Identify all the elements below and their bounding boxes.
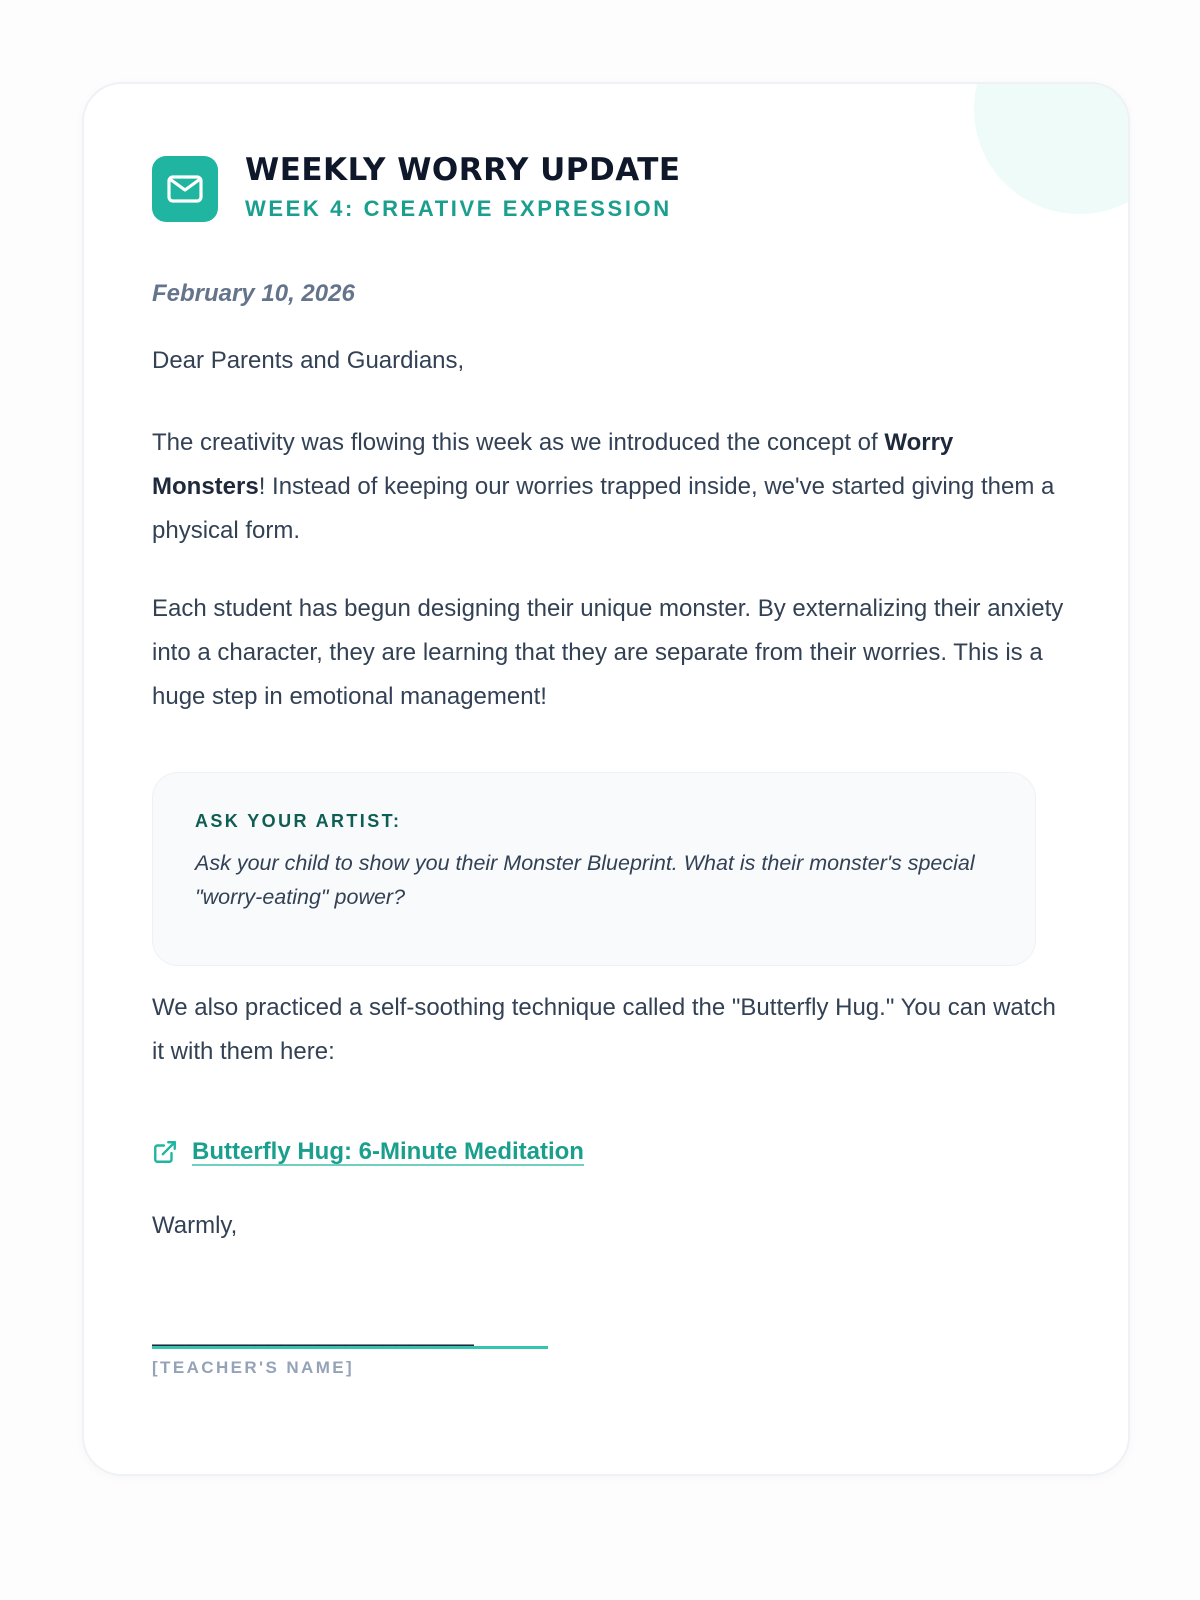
newsletter-card	[82, 82, 1130, 1476]
page-title: WEEKLY WORRY UPDATE	[245, 152, 681, 188]
ask-your-artist-callout	[152, 772, 1036, 966]
butterfly-hug-link-label[interactable]: Butterfly Hug: 6-Minute Meditation	[192, 1138, 584, 1165]
paragraph-designing-monsters: Each student has begun designing their unique monster. By externalizing their anxiety into a character, they are learning that they are separate from their worries. This is a huge step in emotional management!	[152, 595, 1064, 710]
page-subtitle: WEEK 4: CREATIVE EXPRESSION	[245, 196, 672, 221]
letter-date: February 10, 2026	[152, 280, 355, 307]
greeting: Dear Parents and Guardians,	[152, 347, 465, 374]
callout-label: ASK YOUR ARTIST:	[195, 811, 402, 831]
newsletter-header	[152, 152, 1052, 226]
teacher-name-placeholder: [TEACHER'S NAME]	[152, 1358, 355, 1377]
paragraph-text: ! Instead of keeping our worries trapped inside, we've started giving them a physical form.	[152, 473, 1055, 544]
paragraph-worry-monsters	[152, 421, 1064, 553]
signature-line: _________________________	[152, 1322, 548, 1349]
callout-text: Ask your child to show you their Monster Blueprint. What is their monster's special "worry-eating" power?	[195, 851, 975, 909]
signoff: Warmly,	[152, 1212, 238, 1239]
external-link-icon	[152, 1139, 178, 1165]
butterfly-hug-link[interactable]	[152, 1134, 584, 1170]
mail-icon	[152, 156, 218, 222]
paragraph-butterfly-hug: We also practiced a self-soothing technique called the "Butterfly Hug." You can watch it with them here:	[152, 994, 1056, 1065]
paragraph-text: The creativity was flowing this week as we introduced the concept of	[152, 429, 885, 456]
worry-monsters-bold: Worry Monsters	[152, 429, 954, 500]
